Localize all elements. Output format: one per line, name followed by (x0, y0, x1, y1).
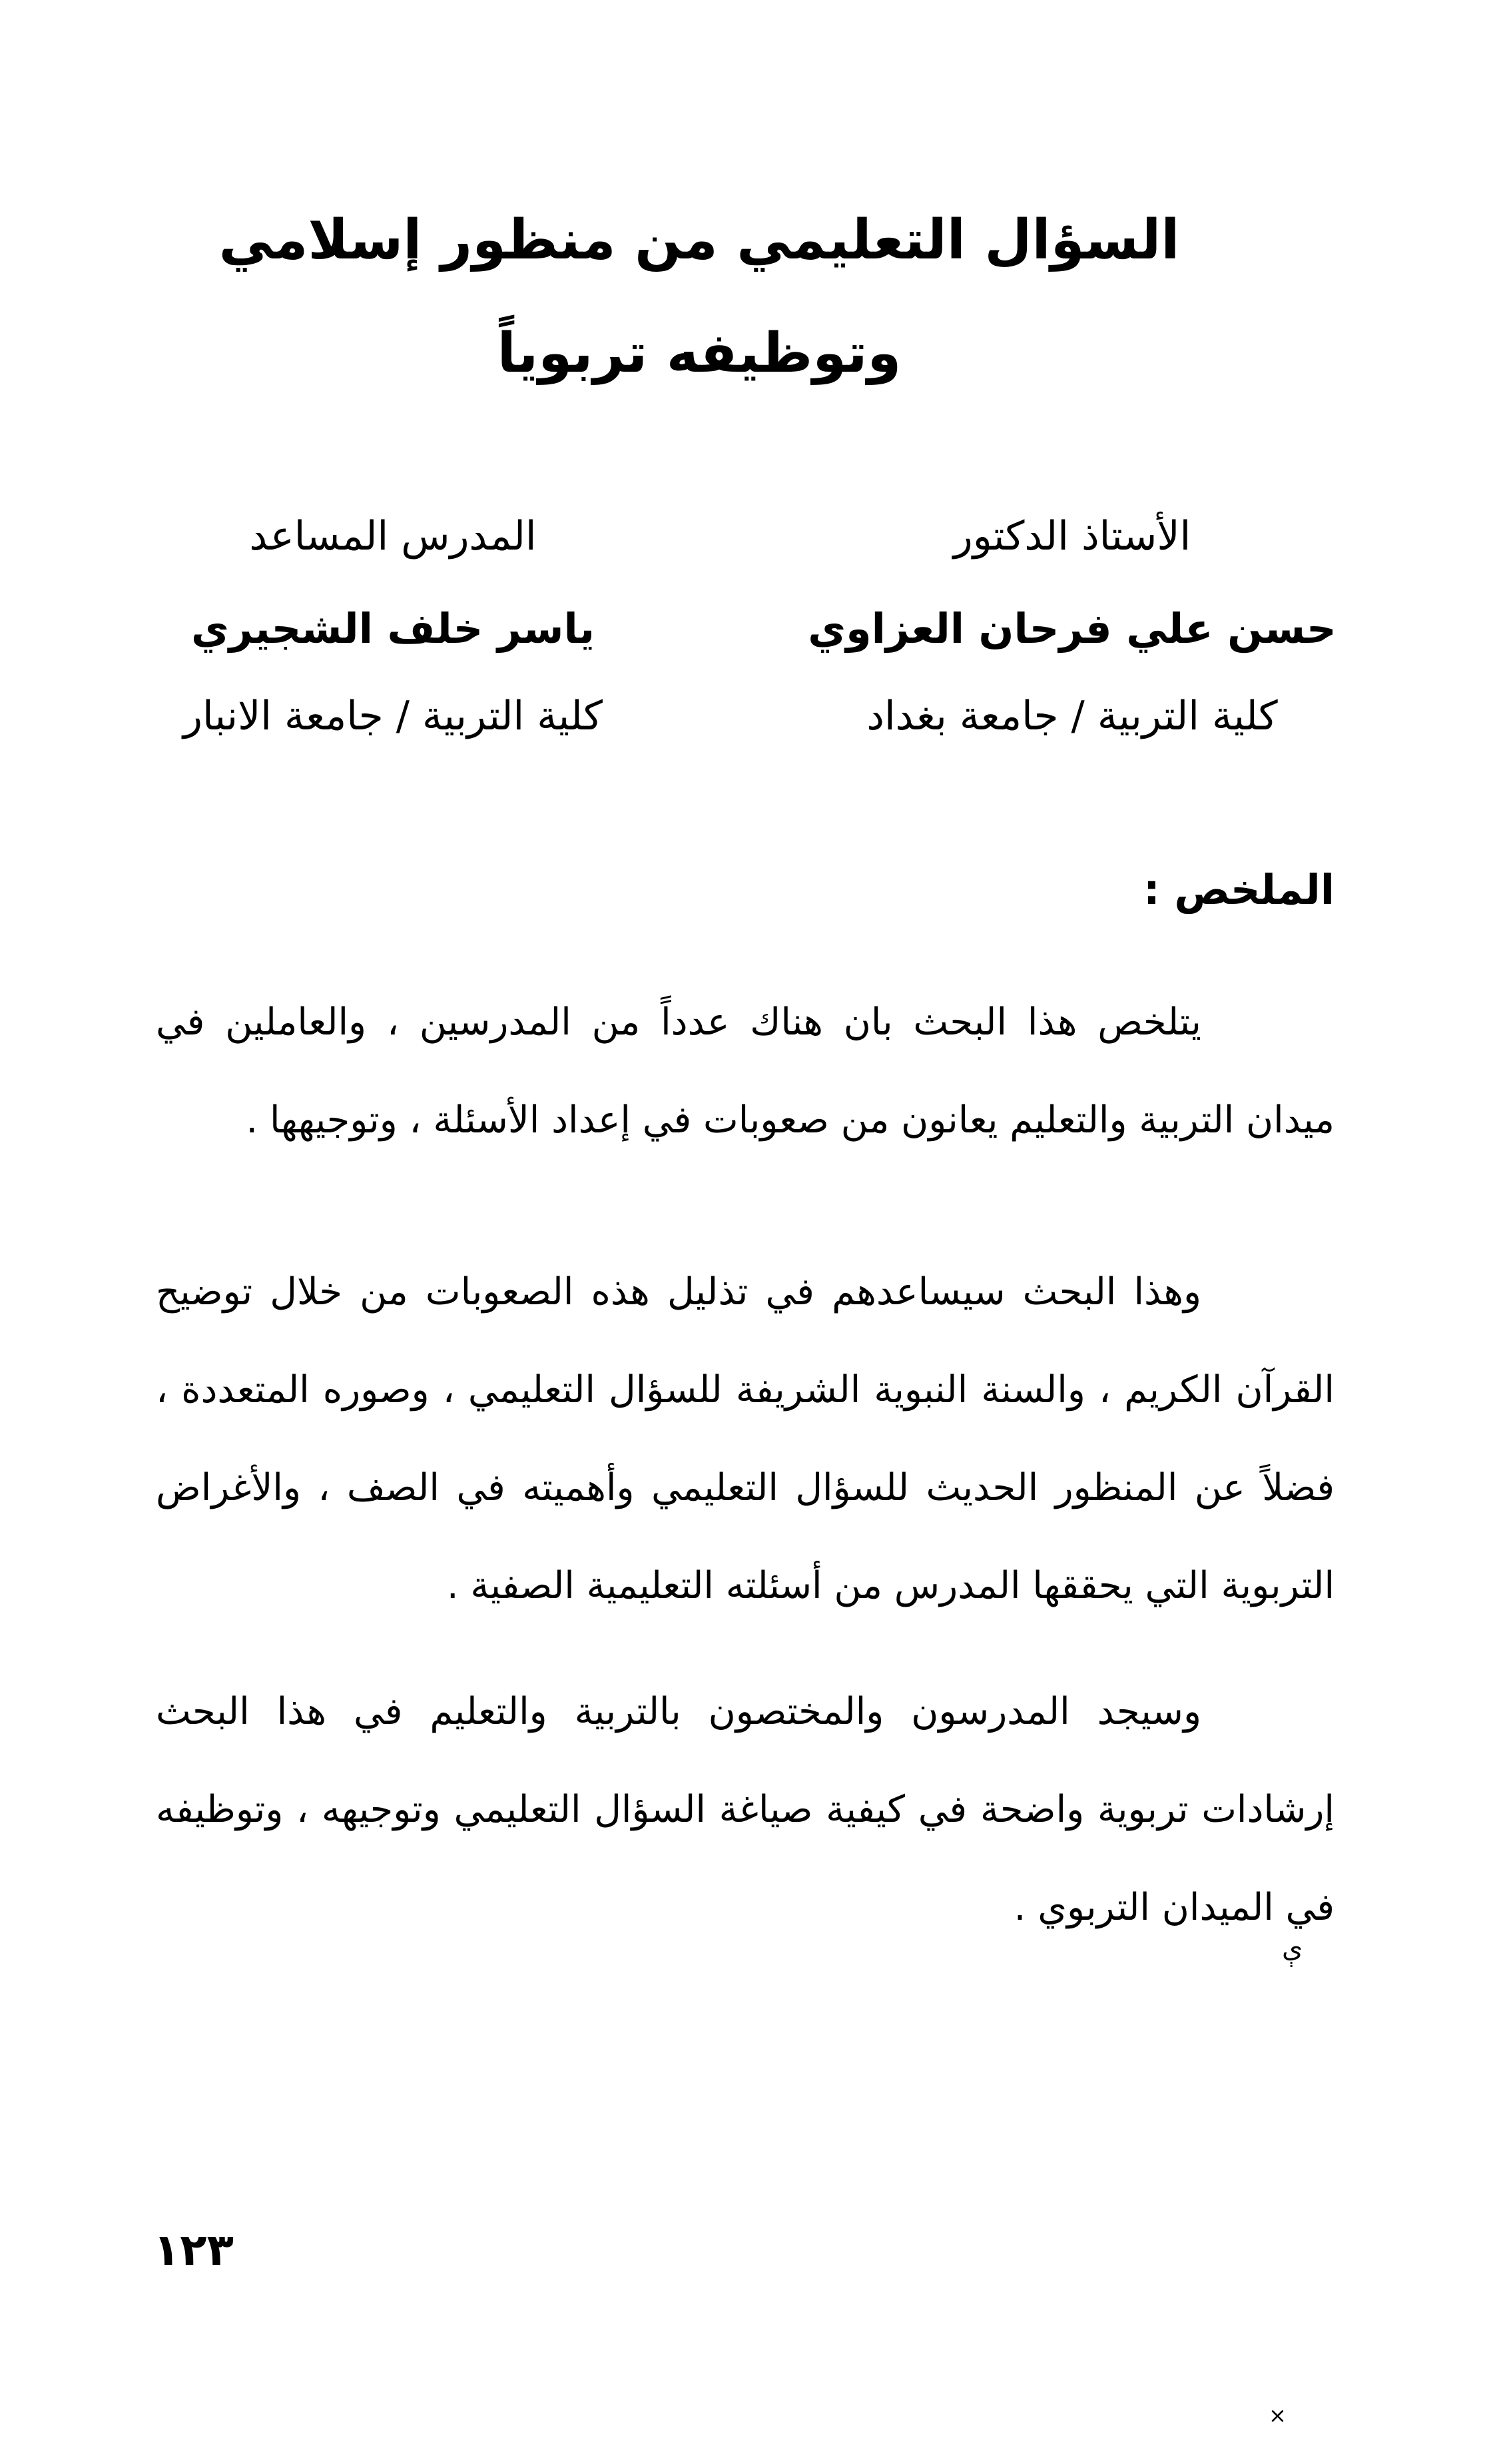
corner-mark: × (1269, 2403, 1287, 2428)
author-1-rank: الأستاذ الدكتور (953, 513, 1191, 560)
abstract-paragraph-3: وسيجد المدرسون والمختصون بالتربية والتعليم في هذا البحث إرشادات تربوية واضحة في كيفية صياغة السؤال التعليمي وتوجيهه ، وتوظيفه في الميدان التربوي . (156, 1690, 1335, 1929)
author-2-affiliation: كلية التربية / جامعة الانبار (183, 693, 603, 739)
paper-title-line-2: وتوظيفه تربوياً (497, 322, 902, 385)
abstract-heading: الملخص : (1143, 865, 1335, 914)
author-block-1 (799, 513, 1345, 744)
page-number: ١٢٣ (153, 2224, 234, 2275)
author-2-rank: المدرس المساعد (249, 513, 537, 560)
author-1-affiliation: كلية التربية / جامعة بغداد (866, 693, 1278, 739)
author-1-name: حسن علي فرحان العزاوي (808, 604, 1337, 653)
paper-title-line-1: السؤال التعليمي من منظور إسلامي (218, 208, 1180, 272)
author-block-2 (120, 513, 666, 744)
stray-mark: ې (1282, 1933, 1303, 1964)
author-2-name: ياسر خلف الشجيري (190, 604, 595, 653)
abstract-paragraph-2: وهذا البحث سيساعدهم في تذليل هذه الصعوبات من خلال توضيح القرآن الكريم ، والسنة النبوية الشريفة للسؤال التعليمي ، وصوره المتعددة ، فضلاً عن المنظور الحديث للسؤال التعليمي وأهميته في الصف ، والأغراض التربوية التي يحققها المدرس من أسئلته التعليمية الصفية . (156, 1270, 1335, 1607)
abstract-paragraph-1: يتلخص هذا البحث بان هناك عدداً من المدرسين ، والعاملين في ميدان التربية والتعليم يعانون من صعوبات في إعداد الأسئلة ، وتوجيهها . (156, 1001, 1335, 1142)
